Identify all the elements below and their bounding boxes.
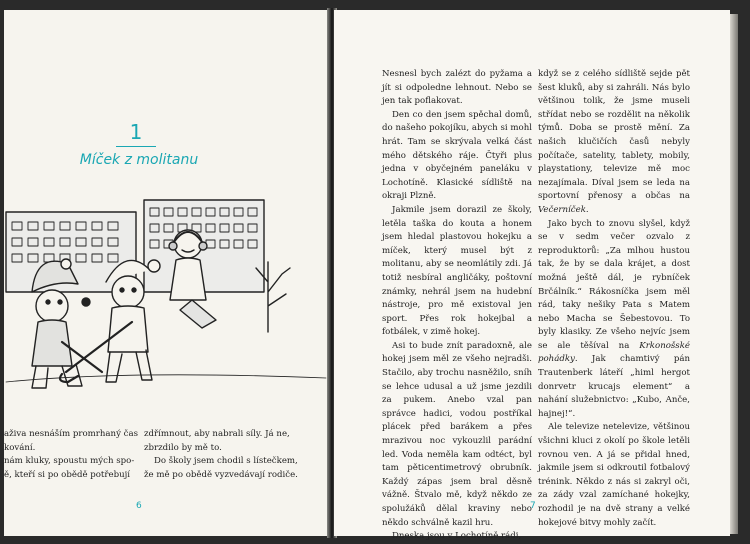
chapter-title: Míček z molitanu (79, 152, 199, 168)
paragraph: Ale televize netelevize, většinou všichni kluci z okolí po škole letěli rovnou ven. A já se přidal hned, jakmile jsem si odkroutil fotbalový trénink. Někdo z nás si zakryl oči, za zády vzal zamíchané hokejky, rozhodil je na dvě strany a velké hokejové bitvy mohly začít. (538, 422, 690, 528)
left-page (4, 10, 330, 536)
text-line: zbrzdilo by mě to. (144, 442, 222, 453)
text-line: že mě po obědě vyzvedávají rodiče. (144, 469, 298, 480)
hockey-kids-illustration (6, 182, 330, 420)
page-number-left: 6 (136, 501, 142, 511)
tv-show-title: Večerníček (538, 204, 586, 215)
right-page (334, 10, 730, 542)
text-line: kování. (4, 442, 36, 453)
paragraph: Dneska jsou v Lochotíně rádi, (392, 531, 522, 542)
paragraph: Nesnesl bych zalézt do pyžama a jít si odpoledne lehnout. Nebo se jen tak poflakovat. (382, 69, 532, 107)
chapter-number: 1 (129, 120, 143, 144)
text-line: aživa nesnáším promrhaný čas (4, 429, 139, 439)
text-line: Do školy jsem chodil s lístečkem, (154, 456, 298, 467)
tv-show-title: Krkonošské pohádky (538, 340, 691, 365)
paragraph: když se z celého sídliště sejde pět šest kluků, aby si zahráli. Nás bylo většinou tolik, že jsme museli střídat nebo se rozdělit na několik týmů. Doba se prostě mění. Za našich klučičích časů nebyly počítače, satelity, tablety, mobily, playstationy, televize mě moc nezajímala. Díval jsem se leda na sportovní přenosy a občas na Večerníček. (538, 69, 690, 215)
paragraph: Asi to bude znít paradoxně, ale hokej jsem měl ze všeho nejradši. Stačilo, aby trochu nasněžilo, sníh se lehce udusal a už jsme jezdili za pukem. Anebo vzal pan správce hadici, vodou postříkal plácek před barákem a přes mrazivou noc vykouzlil parádní led. Voda neměla kam odtéct, byl tam pěticentimetrový obrubník. Každý zápas jsem bral děsně vážně. Štvalo mě, když někdo ze spolužáků dělal kraviny nebo někdo schválně kazil hru. (382, 340, 532, 528)
page-edge (730, 14, 738, 534)
left-text-col1 (4, 428, 142, 482)
text-line: ě, kteří si po obědě potřebují (4, 469, 131, 480)
text-line: nám kluky, spoustu mých spo- (4, 456, 135, 467)
paragraph: Jakmile jsem dorazil ze školy, letěla taška do kouta a honem jsem hledal plastovou hokejku a míček, který musel být z molitanu, aby se neomlátily zdi. Já totiž nesbíral angličáky, poštovní známky, nehrál jsem na hudební nástroje, pro mě existoval jen sport. Přes rok hokejbal a fotbálek, v zimě hokej. (382, 204, 532, 338)
text-line: zdřímnout, aby nabrali síly. Já ne, (144, 429, 290, 439)
left-text-col2 (144, 428, 304, 482)
chapter-rule (116, 146, 156, 147)
right-text-col1 (382, 68, 532, 544)
paragraph: Den co den jsem spěchal domů, do našeho pokojíku, abych si mohl hrát. Tam se skrývala velká část mého dětského ráje. Čtyři plus jedna v obyčejném paneláku v Lochotíně. Klasické sídliště na okraji Plzně. (382, 109, 532, 202)
paragraph: Jako bych to znovu slyšel, když se v sedm večer ozvalo z reproduktorů: „Za mlhou hustou tak, že by se dala krájet, a dost možná ještě dál, je rybníček Brčálník.“ Rákosníčka jsem měl rád, taky nešiky Pata s Matem nebo Macha se Šebestovou. To byly klasiky. Ze všeho nejvíc jsem se ale těšíval na Krkonošské pohádky. Jak chamtivý pán Trautenberk láteří „himl hergot donrvetr krucajs element“ a nahání služebnictvo: „Kubo, Anče, hajnej!“. (538, 218, 691, 419)
page-number-right: 7 (530, 501, 536, 511)
right-text-col2 (538, 68, 690, 530)
